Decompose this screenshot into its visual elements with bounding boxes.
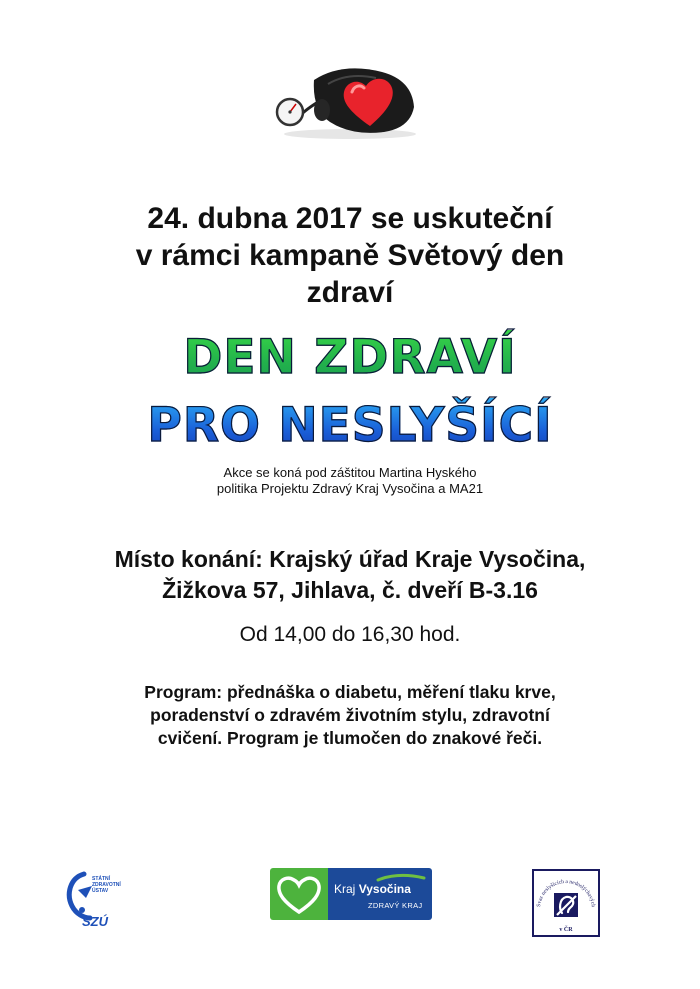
headline-line-2: v rámci kampaně Světový den [135,239,565,272]
program-line-1: Program: přednáška o diabetu, měření tlaku krve, [144,682,556,702]
title-pro-neslysici: PRO NESLYŠÍCÍ [147,398,553,453]
kraj-logo-subtitle: ZDRAVÝ KRAJ [368,901,423,910]
venue-line-2: Žižkova 57, Jihlava, č. dveří B-3.16 [162,577,538,603]
program-line-2: poradenství o zdravém životním stylu, zdravotní [150,705,550,725]
patronage-note [0,465,700,497]
title-den-zdravi: DEN ZDRAVÍ [183,330,517,385]
svg-text:v ČR: v ČR [559,927,573,933]
program-description [0,681,700,750]
kraj-logo-name-part1: Kraj [334,882,359,896]
kraj-logo-green-panel [270,868,328,920]
svg-text:ZDRAVOTNÍ: ZDRAVOTNÍ [92,882,121,888]
patronage-line-2: politika Projektu Zdravý Kraj Vysočina a MA21 [216,481,484,496]
kraj-logo-name [334,882,411,896]
venue-line-1: Místo konání: Krajský úřad Kraje Vysočina, [114,546,586,572]
headline [0,200,700,311]
heart-outline-icon [270,868,328,920]
patronage-line-1: Akce se koná pod záštitou Martina Hyského [223,465,477,480]
svg-text:STÁTNÍ: STÁTNÍ [92,876,111,882]
svg-text:SZÚ: SZÚ [82,914,108,929]
kraj-logo-name-part2: Vysočina [358,882,411,896]
svg-text:Svaz neslyšících a nedoslýchav: Svaz neslyšících a nedoslýchavých [536,878,596,908]
svaz-neslysicich-logo [532,869,600,937]
szu-logo-icon [62,868,134,930]
headline-line-1: 24. dubna 2017 se uskuteční [147,202,553,235]
program-line-3: cvičení. Program je tlumočen do znakové řeči. [157,728,543,748]
main-title-line-2 [0,398,700,454]
blood-pressure-heart-icon [272,62,422,142]
blood-pressure-heart-illustration [272,62,422,142]
headline-line-3: zdraví [306,276,394,309]
main-title-line-1 [0,330,700,386]
opening-hours: Od 14,00 do 16,30 hod. [239,623,461,646]
szu-logo [62,868,134,930]
svg-text:ÚSTAV: ÚSTAV [92,888,109,894]
venue [0,544,700,606]
deaf-association-icon [532,869,600,937]
kraj-vysocina-logo [270,868,432,920]
